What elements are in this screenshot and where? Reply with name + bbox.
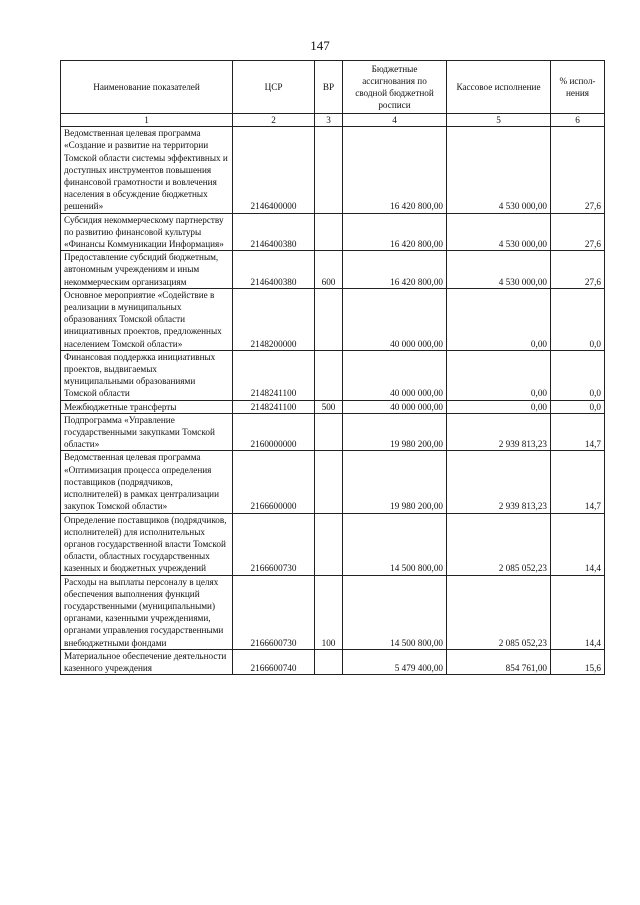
- header-allocations: Бюджетные ассигнования по сводной бюджетной росписи: [343, 61, 447, 114]
- row-execution-percent: 14,7: [551, 413, 605, 451]
- row-cash-execution: 2 939 813,23: [447, 451, 551, 513]
- row-allocation: 40 000 000,00: [343, 400, 447, 413]
- budget-execution-table: [60, 60, 605, 675]
- row-csr: 2146400380: [233, 251, 315, 289]
- table-row: [61, 213, 605, 251]
- table-row: [61, 400, 605, 413]
- column-number: 1: [61, 114, 233, 127]
- row-vr: 500: [315, 400, 343, 413]
- row-allocation: 19 980 200,00: [343, 451, 447, 513]
- table-row: [61, 575, 605, 649]
- table-row: [61, 288, 605, 350]
- row-csr: 2160000000: [233, 413, 315, 451]
- row-vr: 100: [315, 575, 343, 649]
- table-row: [61, 127, 605, 213]
- table-header-row: [61, 61, 605, 114]
- row-allocation: 19 980 200,00: [343, 413, 447, 451]
- row-vr: [315, 350, 343, 400]
- table-row: [61, 350, 605, 400]
- row-vr: 600: [315, 251, 343, 289]
- row-allocation: 40 000 000,00: [343, 288, 447, 350]
- row-name: Основное мероприятие «Содействие в реализации в муниципальных образованиях Томской области инициативных проектов, предложенных населением Томской области»: [61, 288, 233, 350]
- page-number: 147: [310, 38, 330, 53]
- row-csr: 2166600740: [233, 649, 315, 674]
- row-name: Межбюджетные трансферты: [61, 400, 233, 413]
- row-name: Финансовая поддержка инициативных проектов, выдвигаемых муниципальными образованиями Томской области: [61, 350, 233, 400]
- row-name: Определение поставщиков (подрядчиков, исполнителей) для исполнительных органов государственной власти Томской области, областных государственных казенных и бюджетных учреждений: [61, 513, 233, 575]
- row-allocation: 14 500 800,00: [343, 513, 447, 575]
- row-allocation: 16 420 800,00: [343, 127, 447, 213]
- header-name: Наименование показателей: [61, 61, 233, 114]
- row-vr: [315, 649, 343, 674]
- row-name: Субсидия некоммерческому партнерству по развитию финансовой культуры «Финансы Коммуникации Информация»: [61, 213, 233, 251]
- column-number-row: [61, 114, 605, 127]
- row-csr: 2146400000: [233, 127, 315, 213]
- row-vr: [315, 288, 343, 350]
- table-row: [61, 413, 605, 451]
- row-vr: [315, 513, 343, 575]
- column-number: 6: [551, 114, 605, 127]
- row-cash-execution: 4 530 000,00: [447, 127, 551, 213]
- row-vr: [315, 127, 343, 213]
- row-vr: [315, 213, 343, 251]
- row-cash-execution: 2 085 052,23: [447, 513, 551, 575]
- row-vr: [315, 451, 343, 513]
- row-execution-percent: 27,6: [551, 213, 605, 251]
- header-vr: ВР: [315, 61, 343, 114]
- row-name: Предоставление субсидий бюджетным, автономным учреждениям и иным некоммерческим организациям: [61, 251, 233, 289]
- row-name: Расходы на выплаты персоналу в целях обеспечения выполнения функций государственными (муниципальными) органами, казенными учреждениями, органами управления государственными внебюджетными фондами: [61, 575, 233, 649]
- row-name: Ведомственная целевая программа «Оптимизация процесса определения поставщиков (подрядчиков, исполнителей) в рамках централизации закупок Томской области»: [61, 451, 233, 513]
- row-cash-execution: 4 530 000,00: [447, 213, 551, 251]
- column-number: 4: [343, 114, 447, 127]
- row-execution-percent: 14,4: [551, 575, 605, 649]
- row-csr: 2166600730: [233, 513, 315, 575]
- header-cash-execution: Кассовое исполнение: [447, 61, 551, 114]
- table-row: [61, 649, 605, 674]
- row-execution-percent: 0,0: [551, 350, 605, 400]
- column-number: 3: [315, 114, 343, 127]
- table-row: [61, 451, 605, 513]
- row-cash-execution: 854 761,00: [447, 649, 551, 674]
- row-name: Материальное обеспечение деятельности казенного учреждения: [61, 649, 233, 674]
- row-allocation: 40 000 000,00: [343, 350, 447, 400]
- row-execution-percent: 0,0: [551, 400, 605, 413]
- row-allocation: 16 420 800,00: [343, 251, 447, 289]
- row-csr: 2166600730: [233, 575, 315, 649]
- column-number: 2: [233, 114, 315, 127]
- row-csr: 2148241100: [233, 400, 315, 413]
- row-allocation: 5 479 400,00: [343, 649, 447, 674]
- row-execution-percent: 14,7: [551, 451, 605, 513]
- row-allocation: 14 500 800,00: [343, 575, 447, 649]
- row-execution-percent: 15,6: [551, 649, 605, 674]
- row-execution-percent: 27,6: [551, 251, 605, 289]
- row-cash-execution: 2 939 813,23: [447, 413, 551, 451]
- table-row: [61, 251, 605, 289]
- row-allocation: 16 420 800,00: [343, 213, 447, 251]
- row-cash-execution: 0,00: [447, 400, 551, 413]
- row-cash-execution: 2 085 052,23: [447, 575, 551, 649]
- row-csr: 2148200000: [233, 288, 315, 350]
- row-execution-percent: 0,0: [551, 288, 605, 350]
- row-execution-percent: 27,6: [551, 127, 605, 213]
- row-csr: 2146400380: [233, 213, 315, 251]
- row-csr: 2148241100: [233, 350, 315, 400]
- row-cash-execution: 0,00: [447, 288, 551, 350]
- row-cash-execution: 4 530 000,00: [447, 251, 551, 289]
- row-name: Подпрограмма «Управление государственными закупками Томской области»: [61, 413, 233, 451]
- header-csr: ЦСР: [233, 61, 315, 114]
- row-csr: 2166600000: [233, 451, 315, 513]
- column-number: 5: [447, 114, 551, 127]
- row-name: Ведомственная целевая программа «Создание и развитие на территории Томской области системы эффективных и доступных инструментов повышения финансовой грамотности и вовлечения населения в обсуждение бюджетных решений»: [61, 127, 233, 213]
- row-cash-execution: 0,00: [447, 350, 551, 400]
- header-execution-percent: % испол-нения: [551, 61, 605, 114]
- table-row: [61, 513, 605, 575]
- row-vr: [315, 413, 343, 451]
- row-execution-percent: 14,4: [551, 513, 605, 575]
